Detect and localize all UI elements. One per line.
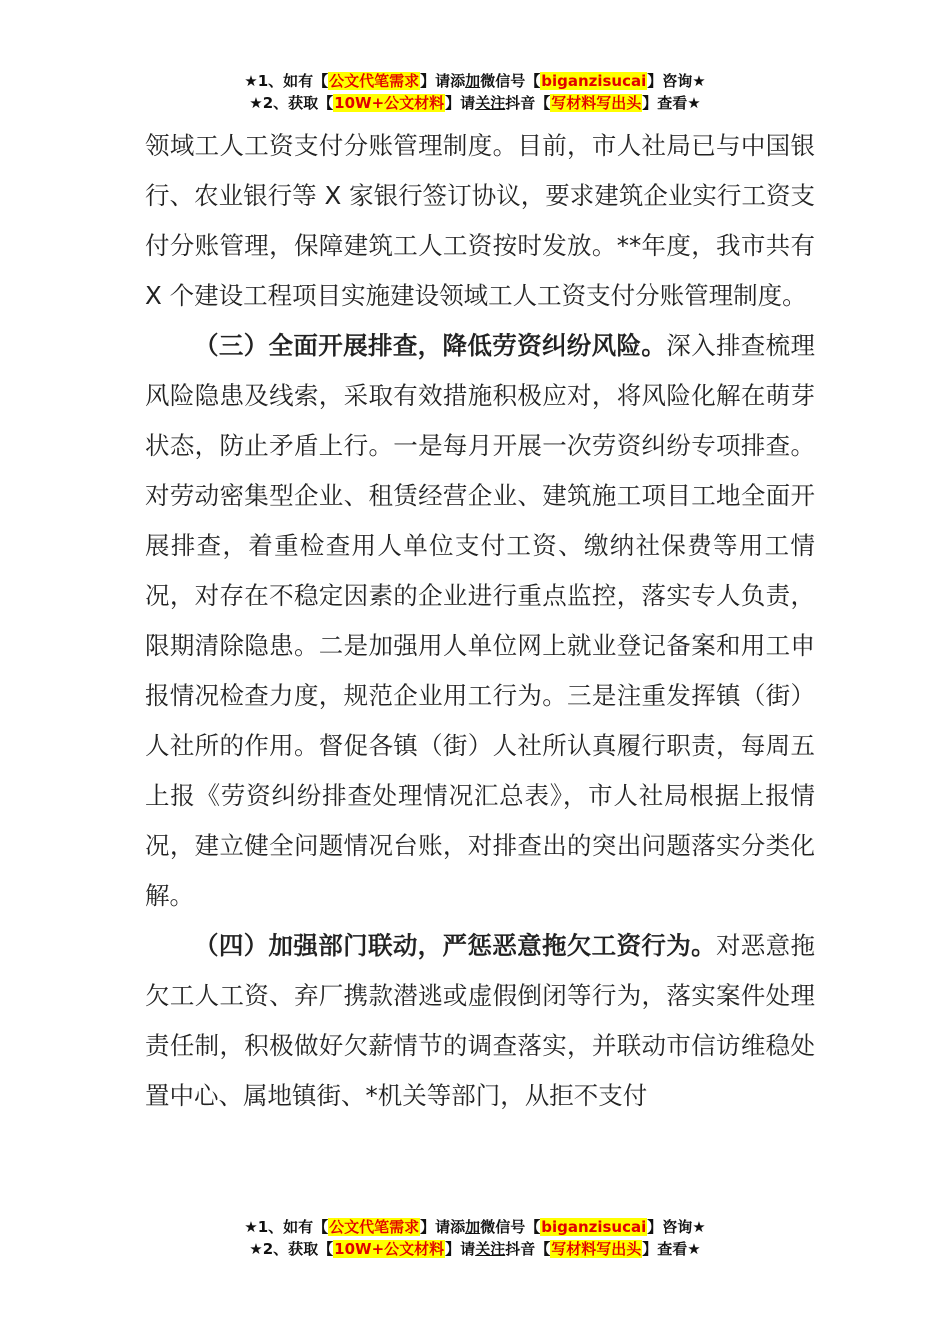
highlight-douyin: 写材料写出头 (551, 1240, 642, 1258)
highlight-materials: 10W+公文材料 (334, 1240, 445, 1258)
banner-line-1 (0, 70, 950, 92)
paragraph-1: 领域工人工资支付分账管理制度。目前，市人社局已与中国银行、农业银行等 X 家银行签订协议，要求建筑企业实行工资支付分账管理，保障建筑工人工资按时发放。**年度，我市共有 X 个建设工程项目实施建设领域工人工资支付分账管理制度。 (145, 131, 815, 310)
banner-text: 】请 (445, 1240, 476, 1258)
banner-text: 微信号【 (480, 1218, 541, 1236)
paragraph-2 (145, 321, 815, 921)
banner-underlined-text: 加 (465, 1218, 481, 1236)
banner-underlined-text: 加 (465, 72, 481, 90)
banner-line-1 (0, 1216, 950, 1238)
banner-text: 】查看 (642, 94, 688, 112)
banner-underlined-text: 关注 (475, 1240, 506, 1258)
header-banner (0, 70, 950, 114)
banner-text: 1、如有【 (257, 1218, 329, 1236)
star-icon: ★ (687, 94, 701, 112)
banner-text: 】咨询 (647, 72, 693, 90)
banner-text: 2、获取【 (262, 1240, 334, 1258)
highlight-douyin: 写材料写出头 (551, 94, 642, 112)
star-icon: ★ (249, 94, 263, 112)
banner-text: 抖音【 (505, 1240, 551, 1258)
banner-line-2 (0, 92, 950, 114)
banner-underlined-text: 关注 (475, 94, 506, 112)
highlight-ghostwriting: 公文代笔需求 (329, 72, 420, 90)
banner-text: 1、如有【 (257, 72, 329, 90)
banner-text: 2、获取【 (262, 94, 334, 112)
document-body (145, 121, 815, 1121)
banner-text: 】请添 (420, 72, 466, 90)
star-icon: ★ (244, 1218, 258, 1236)
banner-text: 】请添 (420, 1218, 466, 1236)
highlight-wechat-id: biganzisucai (541, 72, 647, 90)
section-heading-4: （四）加强部门联动，严惩恶意拖欠工资行为。 (194, 931, 716, 960)
paragraph-3 (145, 921, 815, 1121)
highlight-materials: 10W+公文材料 (334, 94, 445, 112)
banner-text: 】查看 (642, 1240, 688, 1258)
paragraph-3-body: 对恶意拖欠工人工资、弃厂携款潜逃或虚假倒闭等行为，落实案件处理责任制，积极做好欠薪情节的调查落实，并联动市信访维稳处置中心、属地镇街、*机关等部门，从拒不支付 (145, 931, 815, 1110)
paragraph-2-body: 深入排查梳理风险隐患及线索，采取有效措施积极应对，将风险化解在萌芽状态，防止矛盾上行。一是每月开展一次劳资纠纷专项排查。对劳动密集型企业、租赁经营企业、建筑施工项目工地全面开展排查，着重检查用人单位支付工资、缴纳社保费等用工情况，对存在不稳定因素的企业进行重点监控，落实专人负责，限期清除隐患。二是加强用人单位网上就业登记备案和用工申报情况检查力度，规范企业用工行为。三是注重发挥镇（街）人社所的作用。督促各镇（街）人社所认真履行职责，每周五上报《劳资纠纷排查处理情况汇总表》，市人社局根据上报情况，建立健全问题情况台账，对排查出的突出问题落实分类化解。 (145, 331, 816, 910)
highlight-wechat-id: biganzisucai (541, 1218, 647, 1236)
banner-text: 】请 (445, 94, 476, 112)
section-heading-3: （三）全面开展排查，降低劳资纠纷风险。 (194, 331, 667, 360)
banner-text: 微信号【 (480, 72, 541, 90)
star-icon: ★ (249, 1240, 263, 1258)
highlight-ghostwriting: 公文代笔需求 (329, 1218, 420, 1236)
star-icon: ★ (692, 72, 706, 90)
footer-banner (0, 1216, 950, 1260)
banner-line-2 (0, 1238, 950, 1260)
star-icon: ★ (687, 1240, 701, 1258)
banner-text: 抖音【 (505, 94, 551, 112)
banner-text: 】咨询 (647, 1218, 693, 1236)
star-icon: ★ (244, 72, 258, 90)
star-icon: ★ (692, 1218, 706, 1236)
